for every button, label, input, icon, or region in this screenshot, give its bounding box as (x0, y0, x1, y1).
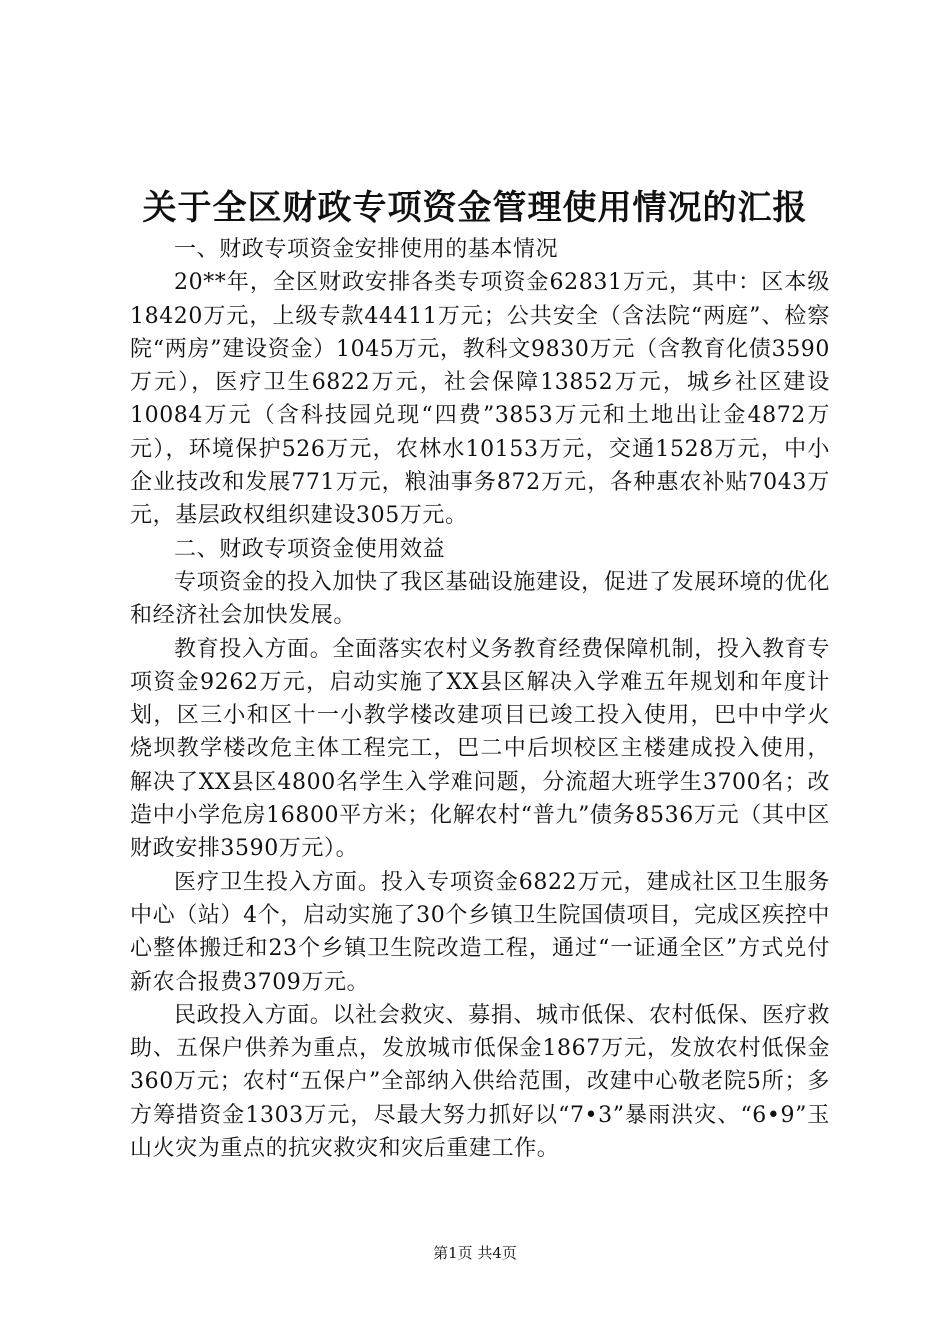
section-heading-1: 一、财政专项资金安排使用的基本情况 (174, 237, 559, 262)
document-title: 关于全区财政专项资金管理使用情况的汇报 (142, 188, 808, 228)
page-footer: 第1页 共4页 (433, 1244, 517, 1262)
paragraph-education: 教育投入方面。全面落实农村义务教育经费保障机制，投入教育专项资金9262万元，启动实施了XX县区解决入学难五年规划和年度计划，区三小和区十一小教学楼改建项目已竣工投入使用，巴中中学火烧坝教学楼改危主体工程完工，巴二中后坝校区主楼建成投入使用，解决了XX县区4800名学生入学难问题，分流超大班学生3700名；改造中小学危房16800平方米；化解农村“普九”债务8536万元（其中区财政安排3590万元）。 (130, 636, 830, 862)
paragraph-benefits-intro: 专项资金的投入加快了我区基础设施建设，促进了发展环境的优化和经济社会加快发展。 (130, 569, 830, 629)
section-heading-2: 二、财政专项资金使用效益 (174, 536, 446, 562)
paragraph-healthcare: 医疗卫生投入方面。投入专项资金6822万元，建成社区卫生服务中心（站）4个，启动实施了30个乡镇卫生院国债项目，完成区疾控中心整体搬迁和23个乡镇卫生院改造工程，通过“一证通全区”方式兑付新农合报费3709万元。 (130, 869, 830, 995)
paragraph-civil-affairs: 民政投入方面。以社会救灾、募捐、城市低保、农村低保、医疗救助、五保户供养为重点，发放城市低保金1867万元，发放农村低保金360万元；农村“五保户”全部纳入供给范围，改建中心敬老院5所；多方筹措资金1303万元，尽最大努力抓好以“7•3”暴雨洪灾、“6•9”玉山火灾为重点的抗灾救灾和灾后重建工作。 (130, 1002, 830, 1162)
document-body (130, 233, 830, 1165)
paragraph-funding-overview: 20**年，全区财政安排各类专项资金62831万元，其中：区本级18420万元，上级专款44411万元；公共安全（含法院“两庭”、检察院“两房”建设资金）1045万元，教科文9830万元（含教育化债3590万元），医疗卫生6822万元，社会保障13852万元，城乡社区建设10084万元（含科技园兑现“四费”3853万元和土地出让金4872万元），环境保护526万元，农林水10153万元，交通1528万元，中小企业技改和发展771万元，粮油事务872万元，各种惠农补贴7043万元，基层政权组织建设305万元。 (130, 270, 830, 529)
